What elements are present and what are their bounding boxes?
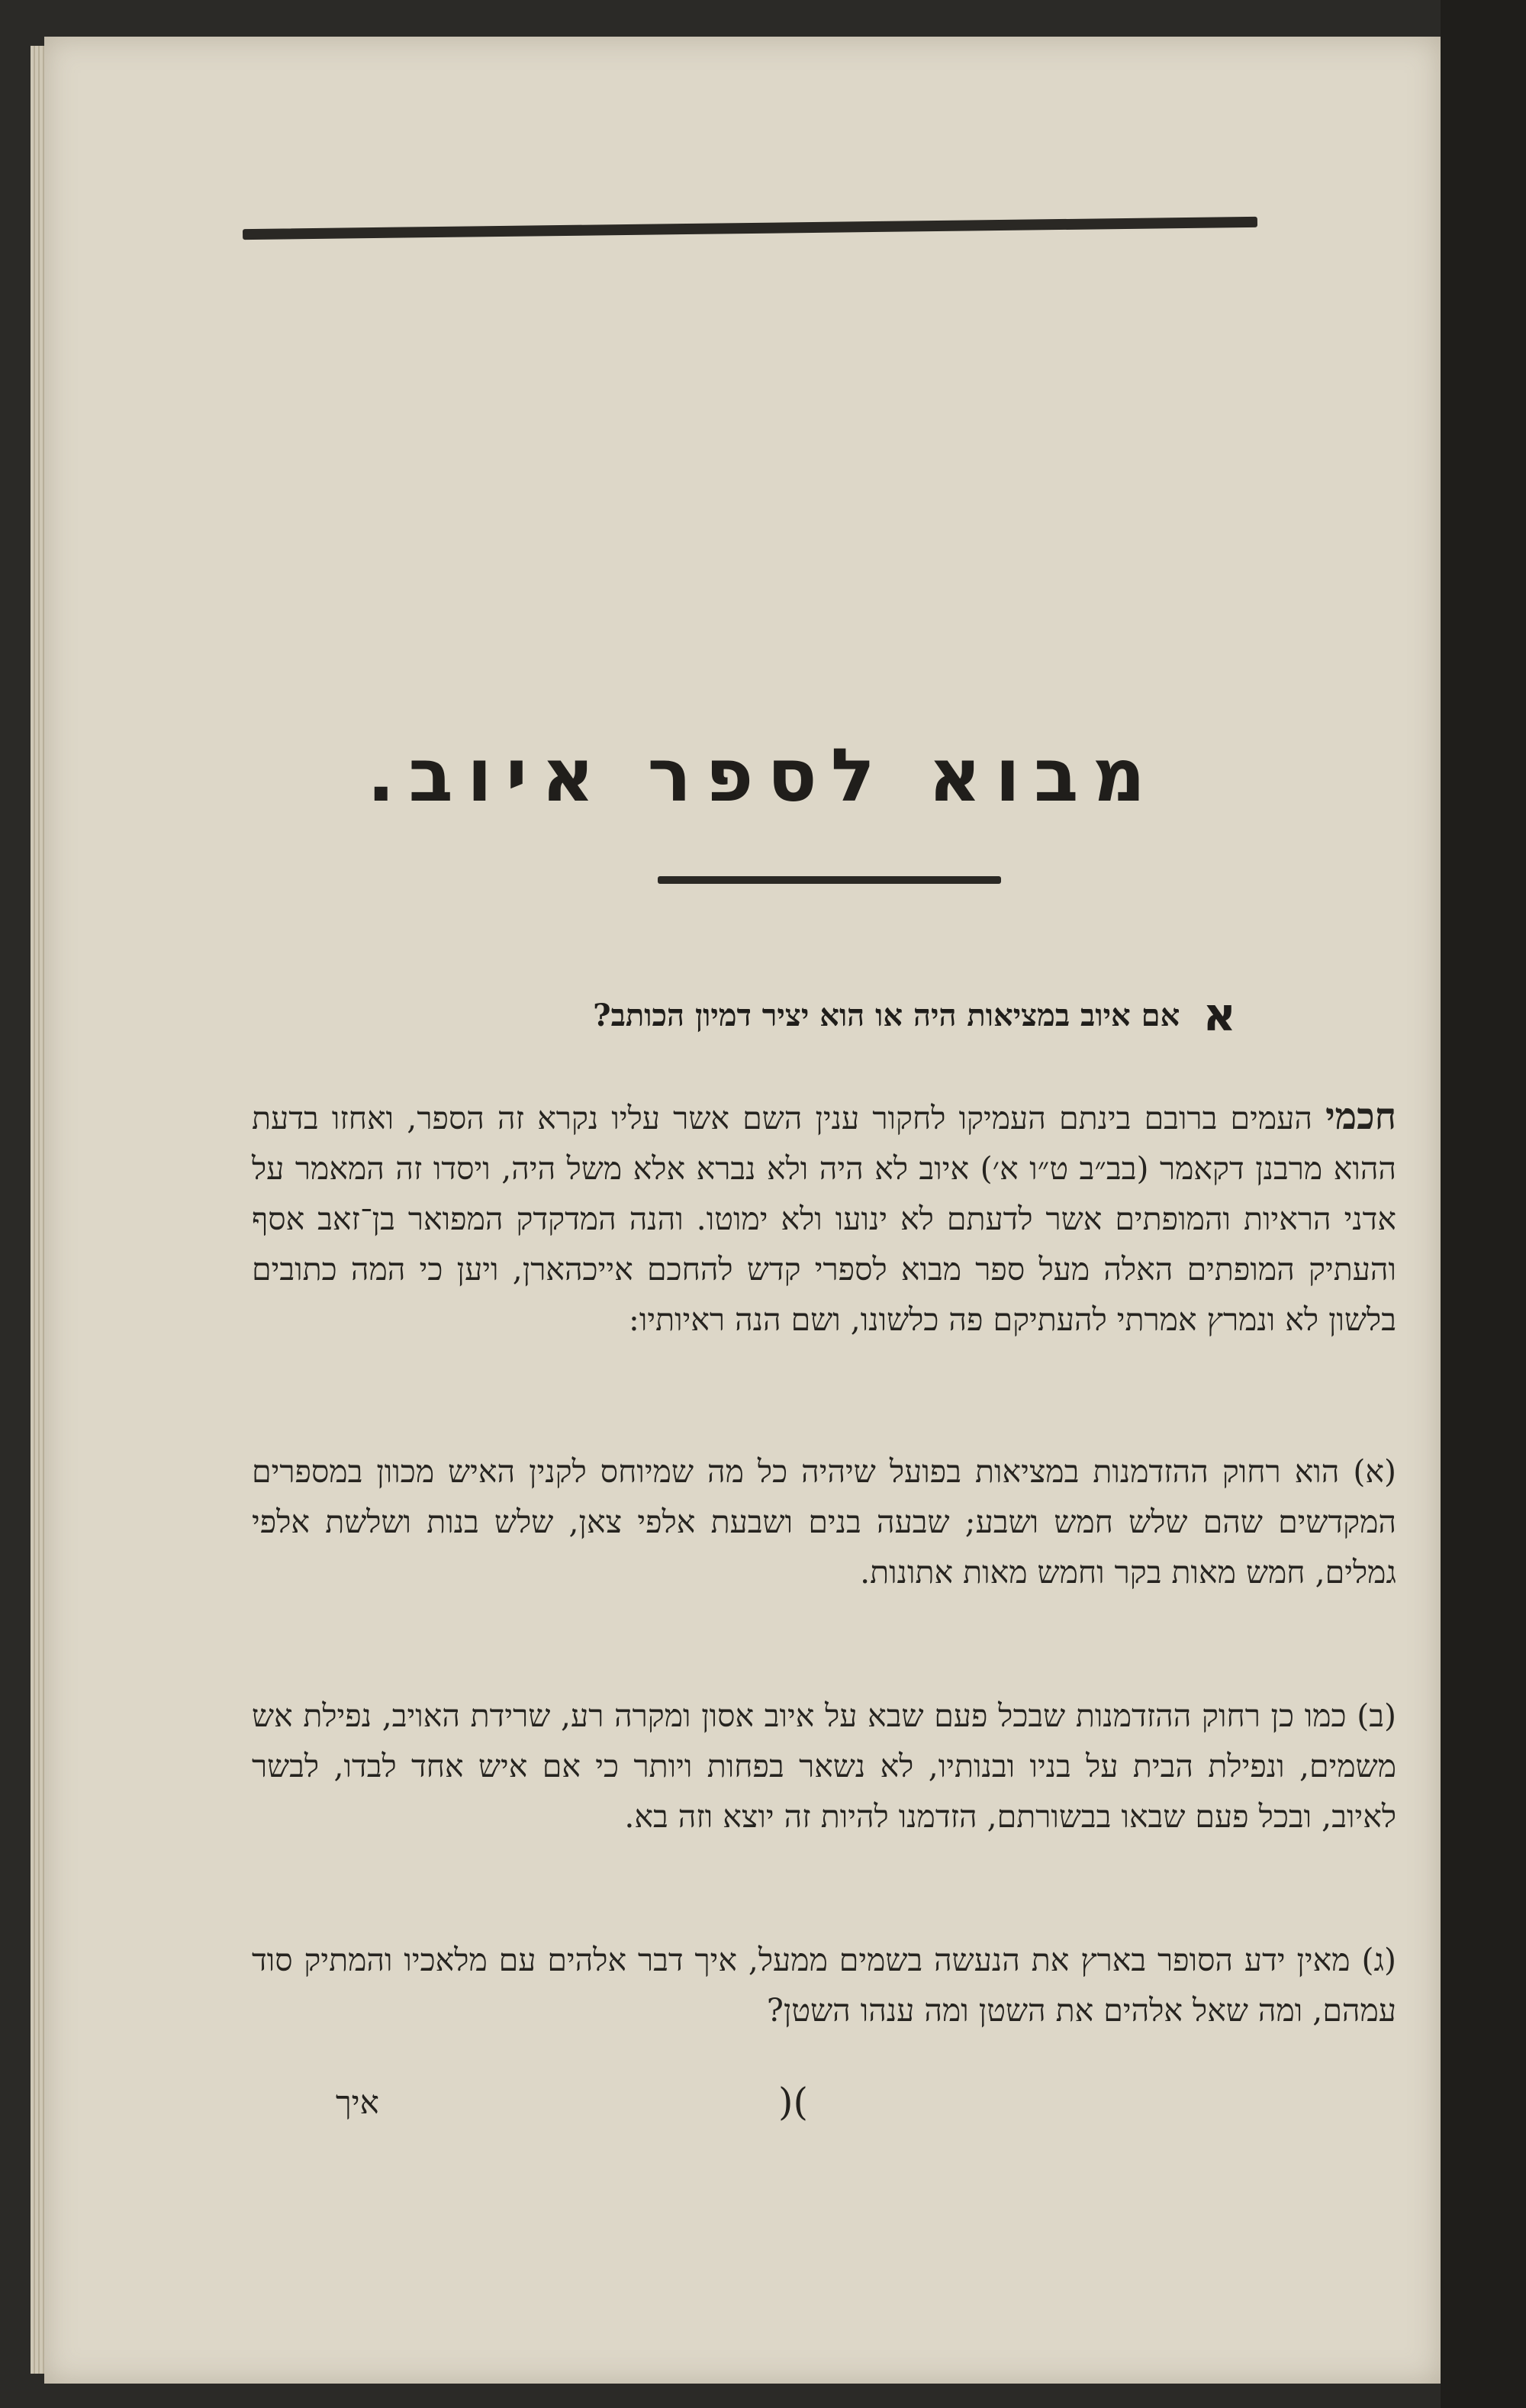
paragraph-2 — [252, 1446, 1396, 1597]
paragraph-text: (ג) מאין ידע הסופר בארץ את הנעשה בשמים ממעל, איך דבר אלהים עם מלאכיו והמתיק סוד עמהם, ומה שאל אלהים את השטן ומה ענהו השטן? — [252, 1942, 1396, 2029]
paragraph-1 — [252, 1091, 1396, 1345]
title-underline — [658, 876, 1001, 884]
book-spine — [1441, 0, 1526, 2408]
page-title: מבוא לספר איוב. — [366, 733, 1160, 818]
paragraph-lead-word: חכמי — [1325, 1095, 1396, 1138]
catchword: איך — [336, 2084, 379, 2121]
paragraph-text: (א) הוא רחוק ההזדמנות במציאות בפועל שיהיה כל מה שמיוחס לקנין האיש מכוון במספרים המקדשים שהם שלש חמש ושבע; שבעה בנים ושבעת אלפי צאן, שלש בנות ושלשת אלפי גמלים, חמש מאות בקר וחמש מאות אתונות. — [252, 1453, 1396, 1591]
section-heading-text: אם איוב במציאות היה או הוא יציר דמיון הכותב? — [593, 997, 1180, 1033]
section-heading — [427, 988, 1236, 1042]
signature-mark: )( — [778, 2080, 809, 2124]
paragraph-4 — [252, 1935, 1396, 2036]
paragraph-text: (ב) כמו כן רחוק ההזדמנות שבכל פעם שבא על איוב אסון ומקרה רע, שרידת האויב, נפילת אש משמים, ונפילת הבית על בניו ובנותיו, לא נשאר בפחות ויותר כי אם איש אחד לבדו, לבשר לאיוב, ובכל פעם שבאו בבשורתם, הזדמנו להיות זה יוצא וזה בא. — [252, 1697, 1396, 1835]
section-letter: א — [1202, 988, 1236, 1042]
paragraph-3 — [252, 1691, 1396, 1842]
paragraph-text: העמים ברובם בינתם העמיקו לחקור ענין השם אשר עליו נקרא זה הספר, ואחזו בדעת ההוא מרבנן דקאמר (בב״ב ט״ו א׳) איוב לא היה ולא נברא אלא משל היה, ויסדו זה המאמר על אדני הראיות והמופתים אשר לדעתם לא ינועו ולא ימוטו. והנה המדקדק המפואר בן־זאב אסף והעתיק המופתים האלה מעל ספר מבוא לספרי קדש להחכם אייכהארן, ויען כי המה כתובים בלשון לא ונמרץ אמרתי להעתיקם פה כלשונו, ושם הנה ראיותיו: — [252, 1100, 1396, 1338]
